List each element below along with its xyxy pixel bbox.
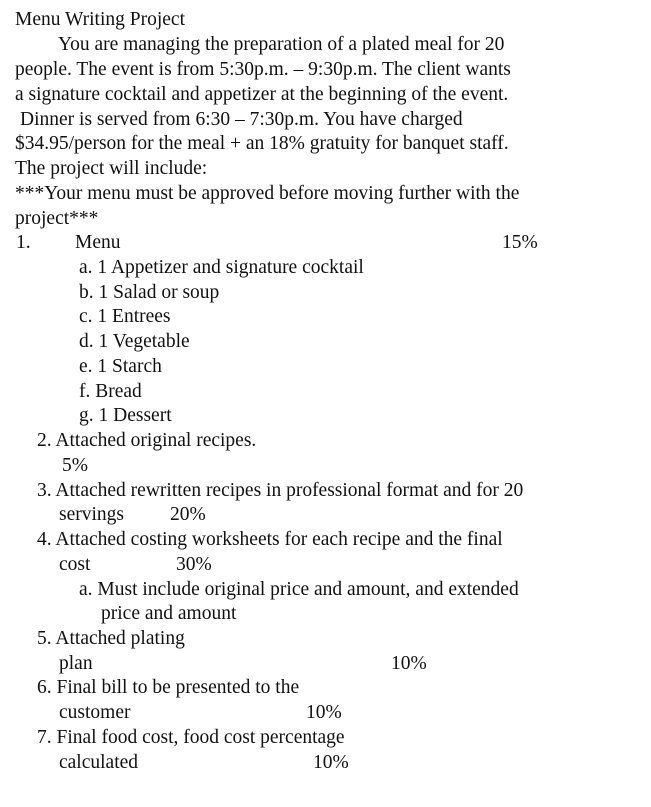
item-5-percent: 10%: [391, 653, 427, 674]
menu-subitem-f: f. Bread: [79, 381, 142, 402]
menu-subitem-d: d. 1 Vegetable: [79, 331, 190, 352]
intro-line-6: The project will include:: [15, 158, 208, 179]
menu-subitem-b: b. 1 Salad or soup: [79, 282, 220, 303]
item-4-text-line-2: cost: [59, 554, 91, 575]
item-7-text-line-1: 7. Final food cost, food cost percentage: [37, 727, 345, 748]
item-1-percent: 15%: [502, 232, 538, 253]
item-4-subitem-line-1: a. Must include original price and amount, and extended: [79, 579, 519, 600]
item-7-percent: 10%: [313, 752, 349, 773]
intro-line-4: Dinner is served from 6:30 – 7:30p.m. You have charged: [20, 109, 463, 130]
item-4-percent: 30%: [176, 554, 212, 575]
approval-notice-line-1: ***Your menu must be approved before moving further with the: [15, 183, 520, 204]
menu-subitem-c: c. 1 Entrees: [79, 306, 171, 327]
intro-line-2: people. The event is from 5:30p.m. – 9:30p.m. The client wants: [15, 59, 511, 80]
item-1-number: 1.: [16, 232, 31, 253]
item-3-percent: 20%: [170, 504, 206, 525]
intro-line-3: a signature cocktail and appetizer at the beginning of the event.: [15, 84, 509, 105]
item-4-text-line-1: 4. Attached costing worksheets for each recipe and the final: [37, 529, 503, 550]
item-7-text-line-2: calculated: [59, 752, 139, 773]
menu-subitem-g: g. 1 Dessert: [79, 405, 172, 426]
item-3-text-line-2: servings: [59, 504, 124, 525]
document-title: Menu Writing Project: [15, 9, 185, 30]
item-6-text-line-2: customer: [59, 702, 131, 723]
item-6-text-line-1: 6. Final bill to be presented to the: [37, 677, 300, 698]
item-1-label: Menu: [75, 232, 121, 253]
item-2-percent: 5%: [62, 455, 88, 476]
menu-subitem-e: e. 1 Starch: [79, 356, 162, 377]
intro-line-5: $34.95/person for the meal + an 18% gratuity for banquet staff.: [15, 133, 509, 154]
approval-notice-line-2: project***: [15, 208, 99, 229]
item-3-text-line-1: 3. Attached rewritten recipes in professional format and for 20: [37, 480, 524, 501]
item-6-percent: 10%: [306, 702, 342, 723]
item-4-subitem-line-2: price and amount: [101, 603, 237, 624]
intro-line-1: You are managing the preparation of a plated meal for 20: [58, 34, 505, 55]
item-5-text-line-1: 5. Attached plating: [37, 628, 185, 649]
item-5-text-line-2: plan: [59, 653, 93, 674]
item-2-text: 2. Attached original recipes.: [37, 430, 257, 451]
menu-subitem-a: a. 1 Appetizer and signature cocktail: [79, 257, 364, 278]
